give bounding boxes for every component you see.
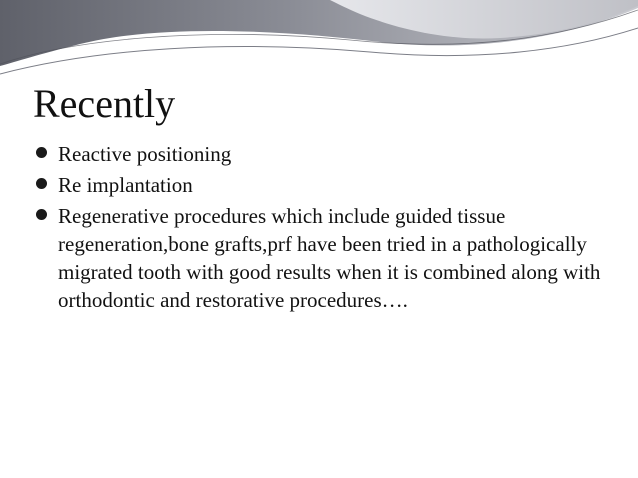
bullet-dot-icon bbox=[36, 147, 47, 158]
slide-title: Recently bbox=[33, 81, 176, 126]
bullet-text: Regenerative procedures which include guided tissue regeneration,bone grafts,prf have been tried in a pathologically migrated tooth with good results when it is combined along with orthodontic and restorative procedures…. bbox=[58, 204, 601, 312]
bullet-dot-icon bbox=[36, 178, 47, 189]
bullet-text: Re implantation bbox=[58, 173, 193, 197]
bullet-list bbox=[32, 140, 612, 317]
bullet-item-3 bbox=[32, 202, 612, 314]
decorative-header-band bbox=[0, 0, 638, 80]
bullet-text: Reactive positioning bbox=[58, 142, 232, 166]
bullet-item-2 bbox=[32, 171, 612, 199]
bullet-item-1 bbox=[32, 140, 612, 168]
bullet-dot-icon bbox=[36, 209, 47, 220]
